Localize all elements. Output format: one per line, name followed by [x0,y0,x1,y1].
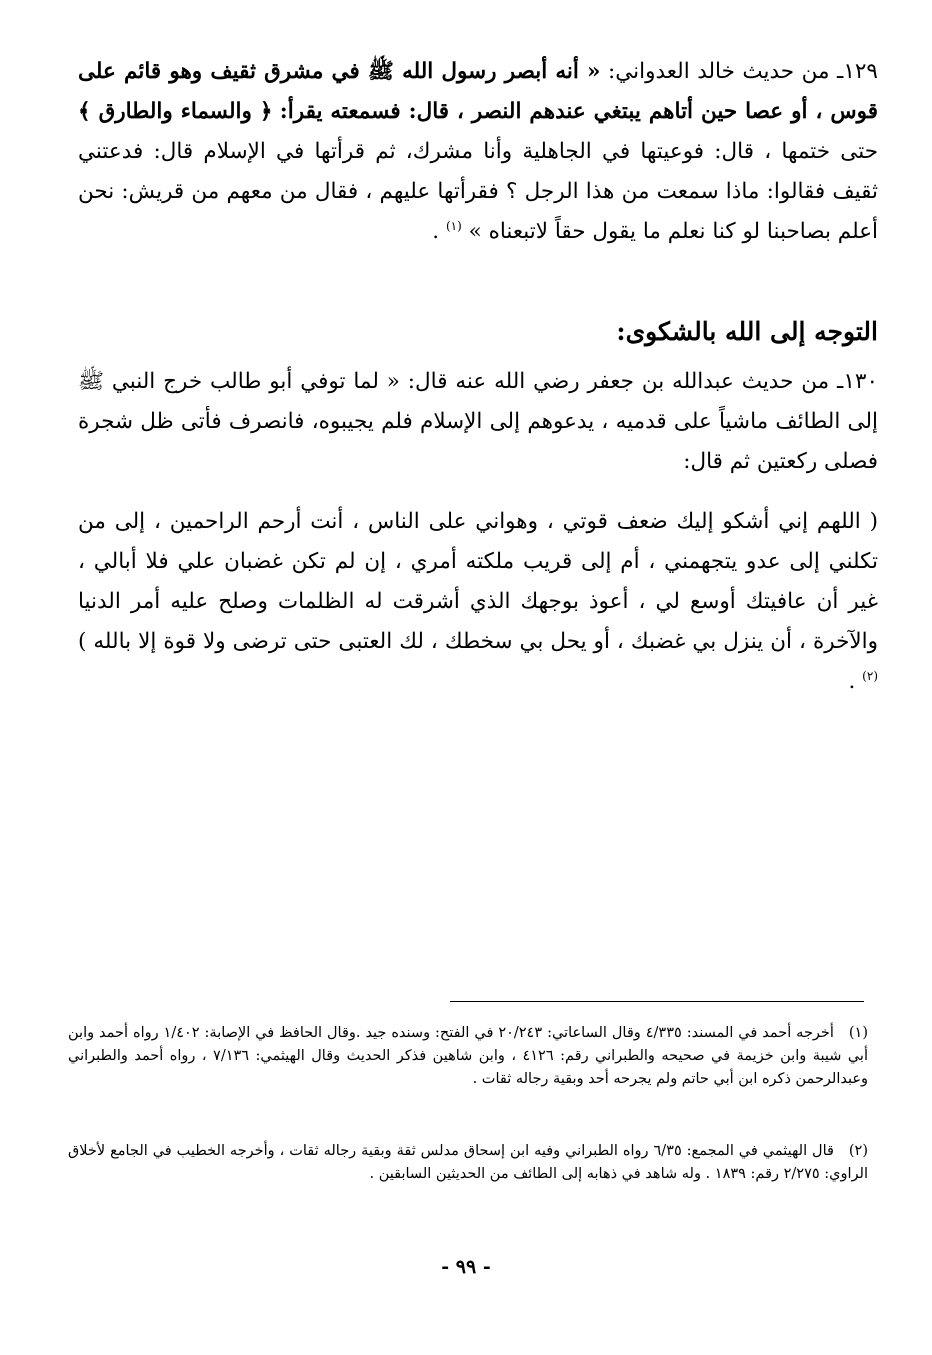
dua-text [78,502,878,702]
footnote-1 [68,1022,868,1132]
footnote-ref-2: (٢) [862,668,878,683]
page-number: - ٩٩ - [441,1256,491,1278]
footnote-number: (١) [848,1025,869,1041]
sentence-end: . [848,669,856,694]
hadith-body: من حديث عبدالله بن جعفر رضي الله عنه قال: « لما توفي أبو طالب خرج النبي ﷺ إلى الطائف ماشياً على قدميه ، يدعوهم إلى الإسلام فلم يجيبوه، فانصرف فأتى ظل شجرة فصلى ركعتين ثم قال: [78,369,878,474]
sentence-end: . [432,219,440,244]
dua-block [78,502,878,712]
dua-body: ( اللهم إني أشكو إليك ضعف قوتي ، وهواني على الناس ، أنت أرحم الراحمين ، إلى من تكلني إلى عدو يتجهمني ، أم إلى قريب ملكته أمري ، إن لم تكن غضبان علي فلا أبالي ، غير أن عافيتك أوسع لي ، أعوذ بوجهك الذي أشرقت له الظلمات وصلح عليه أمر الدنيا والآخرة ، أن ينزل بي غضبك ، أو يحل بي سخطك ، لك العتبى حتى ترضى ولا قوة إلا بالله ) [78,509,878,654]
hadith-130-text [78,362,878,482]
hadith-quote-end: حتى ختمها ، قال: فوعيتها في الجاهلية وأنا مشرك، ثم قرأتها في الإسلام قال: فدعتني ثقيف فقالوا: ماذا سمعت من هذا الرجل ؟ فقرأتها عليهم ، فقال من معهم من قريش: نحن أعلم بصاحبنا لو كنا نعلم ما يقول حقاً لاتبعناه » [78,139,878,244]
hadith-130 [78,362,878,492]
hadith-number: ١٣٠ـ [837,369,878,394]
hadith-number: ١٢٩ـ [837,59,878,84]
footnote-number: (٢) [848,1143,869,1159]
footnote-2 [68,1140,868,1230]
footnote-text: أخرجه أحمد في المسند: ٤/٣٣٥ وقال الساعاتي: ٢٠/٢٤٣ في الفتح: وسنده جيد .وقال الحافظ في الإصابة: ١/٤٠٢ رواه أحمد وابن أبي شيبة وابن خزيمة في صحيحه والطبراني رقم: ٤١٢٦ ، وابن شاهين فذكر الحديث وقال الهيثمي: ٧/١٣٦ ، رواه أحمد والطبراني وعبدالرحمن ذكره ابن أبي حاتم ولم يجرحه أحد وبقية رجاله ثقات . [68,1025,868,1087]
section-heading: التوجه إلى الله بالشكوى: [616,317,878,346]
hadith-129-text [78,52,878,252]
footnote-ref-1: (١) [445,218,462,233]
footnote-separator [450,1001,864,1002]
hadith-quote-start: « أنه أبصر رسول الله ﷺ في مشرق ثقيف وهو قائم على قوس ، أو عصا حين أتاهم يبتغي عندهم النصر ، قال: فسمعته يقرأ: [78,59,878,124]
footnote-text: قال الهيثمي في المجمع: ٦/٣٥ رواه الطبراني وفيه ابن إسحاق مدلس ثقة وبقية رجاله ثقات ، وأخرجه الخطيب في الجامع لأخلاق الراوي: ٢/٢٧٥ رقم: ١٨٣٩ . وله شاهد في ذهابه إلى الطائف من الحديثين السابقين . [68,1143,868,1182]
hadith-129 [78,52,878,298]
quran-verse: ﴿ والسماء والطارق ﴾ [78,99,273,124]
hadith-intro: من حديث خالد العدواني: [607,59,830,84]
